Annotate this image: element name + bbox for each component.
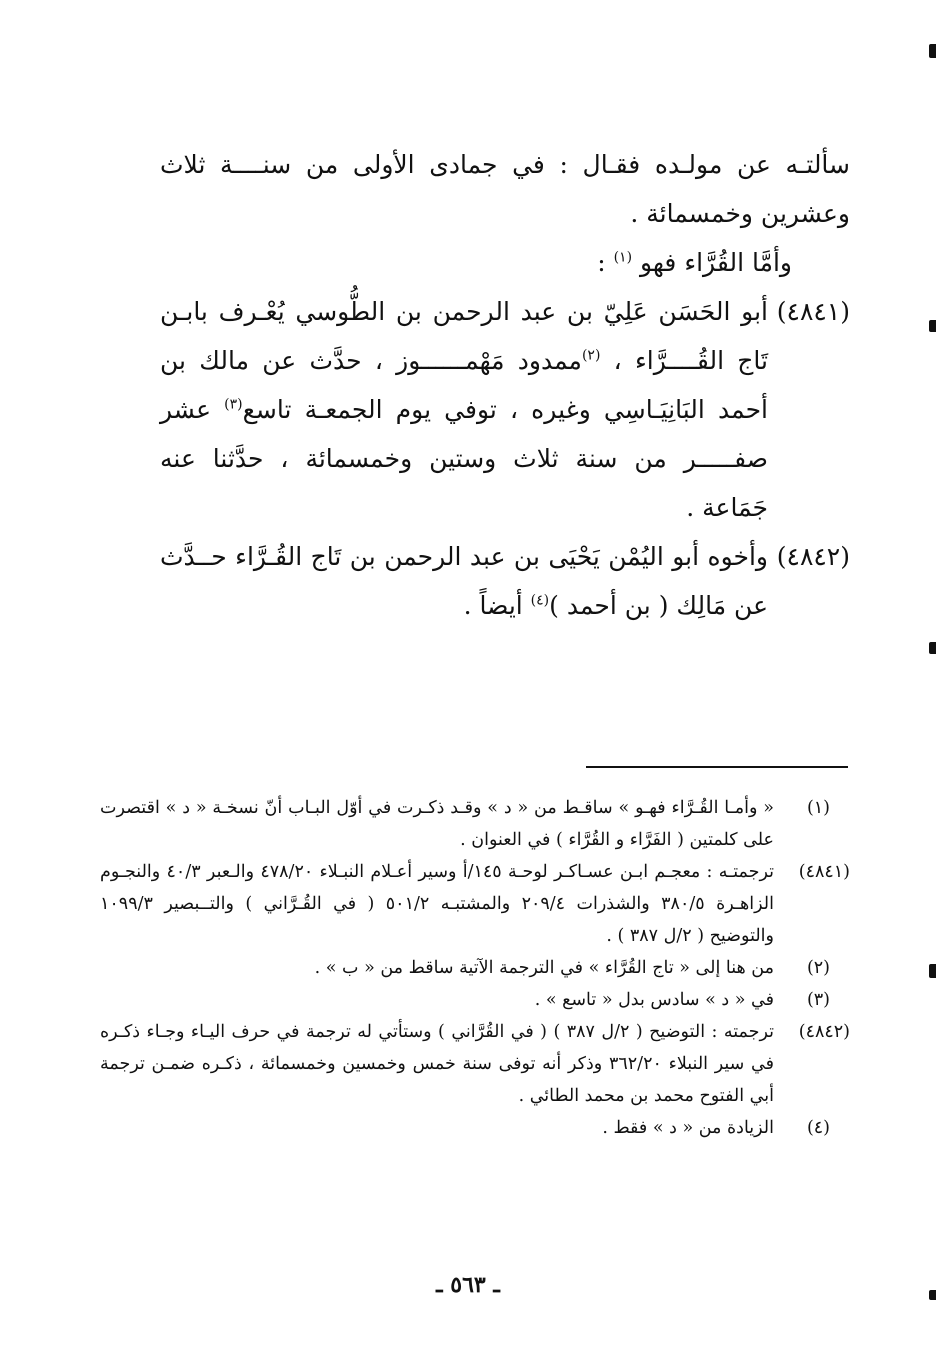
footnote-text: الزيادة من « د » فقط . xyxy=(602,1118,774,1138)
footnote-text: في « د » سادس بدل « تاسع » . xyxy=(534,990,774,1010)
footnote-item xyxy=(100,856,850,952)
footnote-text: ترجمته : التوضيح ( ٢/ل ٣٨٧ ) ( في القُرَّاني ) وستأتي له ترجمة في حرف اليـاء وجـاء ذكـره في سير النبلاء ٣٦٢/٢٠ وذكر أنه توفى سنة خمس وخمسين وخمسمائة ، ذكـره ضمـن ترجمة أبي الفتوح محمد بن محمد الطائي . xyxy=(100,1022,775,1106)
intro-paragraph: سألتـه عن مولـده فقـال : في جمادى الأولى من سنــــة ثلاث وعشرين وخمسمائة . xyxy=(160,150,850,228)
footnote-item xyxy=(100,1016,850,1112)
footnote-number: (٤٨٤٢) xyxy=(798,1022,850,1042)
entry-number: (٤٨٤١) xyxy=(776,297,850,326)
section-heading-text: وأمَّا القُرَّاء فهو xyxy=(639,248,792,277)
footnote-item xyxy=(100,1112,850,1144)
entry-4841 xyxy=(160,287,850,532)
footnotes xyxy=(100,792,850,1144)
footnote-text: من هنا إلى « تاج القُرَّاء » في الترجمة الآتية ساقط من « ب » . xyxy=(314,958,774,978)
footnote-ref: (٤) xyxy=(530,592,550,609)
scan-edge-mark xyxy=(929,320,936,332)
footnote-separator xyxy=(586,766,848,768)
footnote-item xyxy=(100,792,850,856)
section-heading-qurra xyxy=(160,238,850,287)
entry-text: وأخوه أبو اليُمْن يَحْيَى بن عبد الرحمن بن تَاج القُـرَّاء حــدَّث عن مَالِك ( بن أحمد ) xyxy=(160,542,768,620)
scan-edge-mark xyxy=(929,44,936,58)
footnote-number: (١) xyxy=(806,798,830,818)
entry-text: ممدود مَهْمــــــوز ، حدَّث عن مالك بن أحمد البَانِيَـاسِي وغيره ، توفي يوم الجمعـة تاسع xyxy=(160,346,768,424)
footnote-number: (٤٨٤١) xyxy=(798,862,850,882)
footnote-ref: (٢) xyxy=(581,347,601,364)
footnote-number: (٣) xyxy=(806,990,830,1010)
main-text xyxy=(160,140,850,630)
footnote-item xyxy=(100,952,850,984)
entry-4842 xyxy=(160,532,850,630)
scan-edge-mark xyxy=(929,964,936,978)
scan-edge-mark xyxy=(929,642,936,654)
footnote-ref: (٣) xyxy=(224,396,243,413)
footnote-number: (٤) xyxy=(806,1118,830,1138)
footnote-number: (٢) xyxy=(806,958,830,978)
footnote-ref: (١) xyxy=(613,249,633,266)
footnote-text: « وأمـا القُـرَّاء فهـو » ساقـط من « د » وقـد ذكـرت في أوّل البـاب أنّ نسخـة « د » اقتصرت على كلمتين ( الفَرَّاء و القُرَّاء ) في العنوان . xyxy=(100,798,774,850)
entry-body xyxy=(160,287,768,532)
entry-text: أبو الحَسَن عَلِيّ بن عبد الرحمن بن الطُّوسي يُعْـرف بابـن تَاج القُــــرَّاء ، xyxy=(160,297,769,375)
entry-text: أيضاً . xyxy=(463,591,531,620)
entry-text: عشر صفـــــر من سنة ثلاث وستين وخمسمائة ، حدَّثنا عنه جَمَاعة . xyxy=(160,395,768,522)
section-heading-colon: : xyxy=(597,248,614,277)
entry-number: (٤٨٤٢) xyxy=(776,542,850,571)
page-number: ـ ٥٦٣ ـ xyxy=(436,1272,500,1298)
footnote-text: ترجمتـه : معجـم ابـن عسـاكـر لوحـة ١٤٥/أ وسير أعـلام النبـلاء ٤٧٨/٢٠ والـعبر ٤٠/٣ والنجـوم الزاهـرة ٣٨٠/٥ والشذرات ٢٠٩/٤ والمشتبـه ٥٠١/٢ ( في القُـرَّاني ) والتــبصير ١٠٩٩/٣ والتوضيح ( ٢/ل ٣٨٧ ) . xyxy=(100,862,774,946)
footnote-item xyxy=(100,984,850,1016)
entry-body xyxy=(160,532,768,630)
